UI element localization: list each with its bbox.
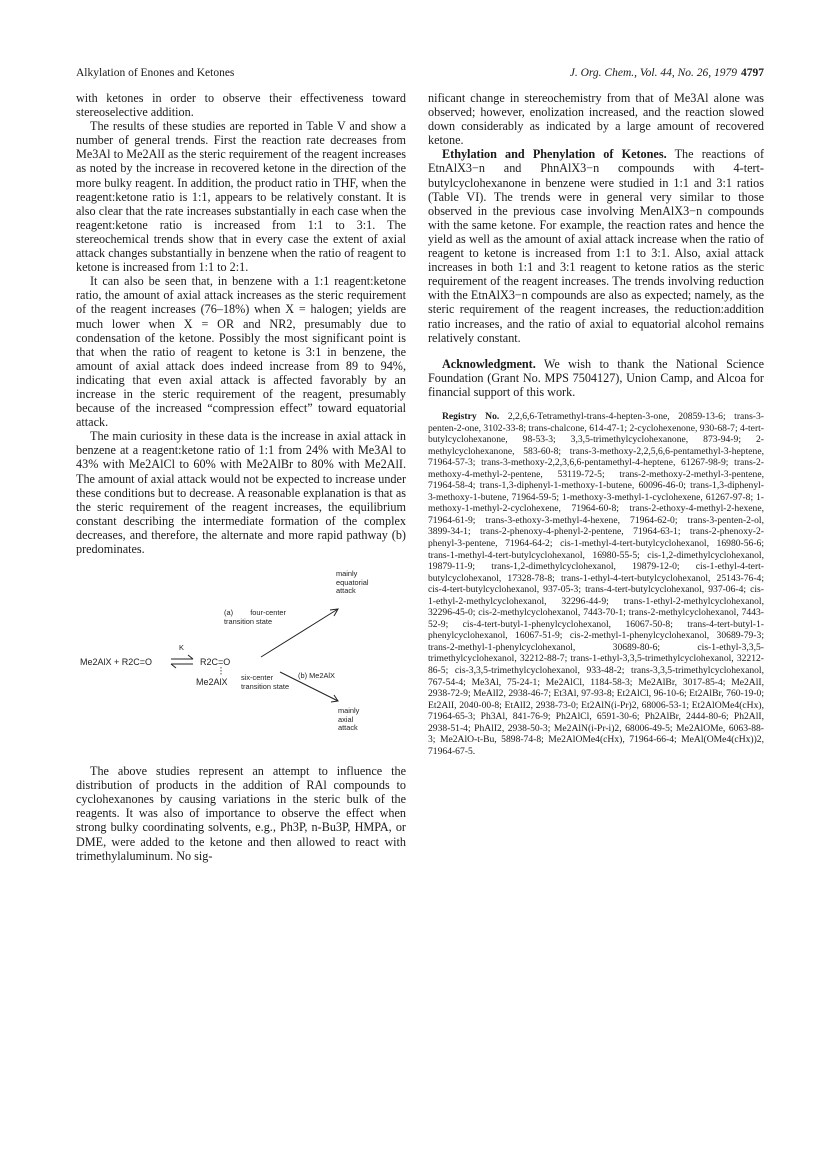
paragraph-2: The results of these studies are reported in Table V and show a number of general trends. First the reaction rate decreases from Me3Al to Me2AlI as the steric requirement of the reagent increases as noted by the increase in recovered ketone in the direction of the more bulky reagent. In addition, the product ratio in THF, when the reagent:ketone ratio is 1:1, appears to be relatively constant. It is also clear that the rate increases substantially in each case when the reagent:ketone ratio is increased from 1:1 to 3:1. The stereochemical trends show that in every case the extent of axial attack changes substantially in benzene when the ratio of reagent to ketone is increased from 1:1 to 2:1. bbox=[76, 119, 406, 275]
label-mainly-equatorial: mainly equatorial attack bbox=[336, 569, 369, 596]
acknowledgment-body: We wish to thank the National Science Foundation (Grant No. MPS 7504127), Union Camp, and Alcoa for financial support of this work. bbox=[428, 356, 764, 399]
paragraph-5: The above studies represent an attempt to influence the distribution of products in the addition of RAl compounds to cyclohexanones by causing variations in the steric bulk of the reagents. It was also of importance to observe the effect when strong bulky coordinating solvents, e.g., Ph3P, n-Bu3P, HMPA, or DME, were added to the ketone and then allowed to react with trimethylaluminum. No sig- bbox=[76, 764, 406, 863]
label-six-center: six-center transition state bbox=[241, 673, 290, 691]
label-k: K bbox=[179, 643, 184, 653]
journal-citation: J. Org. Chem., Vol. 44, No. 26, 1979 bbox=[569, 67, 737, 79]
reaction-scheme bbox=[76, 564, 406, 754]
label-complex-carbonyl: R2C=O bbox=[200, 657, 231, 668]
running-head-title: Alkylation of Enones and Ketones bbox=[76, 67, 235, 79]
paragraph-4: The main curiosity in these data is the increase in axial attack in benzene at a reagent:ketone ratio of 1:1 from 24% with Me3Al to 43% with Me2AlCl to 60% with Me2AlBr to 80% with Me2AlI. The amount of axial attack would not be expected to increase under these conditions but to decrease. A reasonable explanation is that as the steric requirement of the reagent increases, the equilibrium constant describing the intermediate formation of the complex decreases, and therefore, the alternate and more rapid pathway (b) predominates. bbox=[76, 429, 406, 556]
running-head-citation bbox=[570, 67, 764, 79]
paragraph-1: with ketones in order to observe their effectiveness toward stereoselective addition. bbox=[76, 91, 406, 120]
running-head bbox=[76, 67, 764, 83]
right-column bbox=[428, 91, 764, 757]
paragraph-6: nificant change in stereochemistry from that of Me3Al alone was observed; however, enolization increased, and the reaction slowed down considerably as indicated by a large amount of recovered ketone. bbox=[428, 91, 764, 148]
acknowledgment bbox=[428, 357, 764, 399]
left-column bbox=[76, 91, 406, 863]
page-number: 4797 bbox=[741, 67, 764, 79]
label-reactants: Me2AlX + R2C=O bbox=[80, 657, 153, 668]
acknowledgment-heading: Acknowledgment. bbox=[442, 356, 536, 371]
label-four-center: (a) four-center transition state bbox=[224, 608, 286, 626]
registry-numbers bbox=[428, 411, 764, 757]
registry-heading: Registry No. bbox=[442, 410, 500, 422]
section-heading-ethylation: Ethylation and Phenylation of Ketones. bbox=[442, 147, 667, 162]
label-complex-alx: Me2AlX bbox=[196, 677, 228, 688]
paragraph-7-body: The reactions of EtnAlX3−n and PhnAlX3−n compounds with 4-tert-butylcyclohexanone in benzene were studied in 1:1 and 3:1 ratios (Table VI). The trends were in general very similar to those observed in the previous case involving MenAlX3−n compounds with the same ketone. For example, the reaction rates and hence the yield as well as the amount of axial attack increase when the ratio of reagent to ketone is increased from 1:1 to 3:1. Also, axial attack increases in both 1:1 and 3:1 reagent to ketone ratios as the steric requirement of the reagent increases. The trends involving reduction with the EtnAlX3−n compounds are also as expected; namely, as the steric requirement of the reagent increases, the reduction:addition ratio increases, and the ratio of axial to equatorial alcohol remains relatively constant. bbox=[428, 147, 765, 345]
registry-body: 2,2,6,6-Tetramethyl-trans-4-hepten-3-one, 20859-13-6; trans-3-penten-2-one, 3102-33-8; trans-chalcone, 614-47-1; 2-cyclohexenone, 930-68-7; 4-tert-butylcyclohexanone, 98-53-3; 3,3,5-trimethylcyclohexanone, 873-94-9; 2-methylcyclohexanone, 583-60-8; trans-3-methoxy-2,2,5,6,6-pentamethyl-3-heptene, 71964-57-3; trans-3-methoxy-2,2,3,6,6-pentamethyl-4-heptene, 61267-98-9; trans-2-methoxy-4-methyl-2-pentene, 53119-72-5; trans-2-methoxy-2-methyl-3-pentene, 71964-58-4; trans-1,3-diphenyl-1-methoxy-1-butene, 60096-46-0; trans-1,3-diphenyl-3-methoxy-1-butene, 71964-59-5; 1-methoxy-3-methyl-1-cyclohexene, 61267-97-8; 1-methoxy-1-methyl-2-cyclohexene, 71964-60-8; trans-2-ethoxy-4-methyl-2-hexene, 71964-61-9; trans-3-ethoxy-3-methyl-4-hexene, 71964-62-0; trans-3-penten-2-ol, 3899-34-1; trans-2-phenoxy-4-phenyl-2-pentene, 71964-63-1; trans-2-phenoxy-2-phenyl-3-pentene, 71964-64-2; cis-1-methyl-4-tert-butylcyclohexanol, 16980-56-6; trans-1-methyl-4-tert-butylcyclohexanol, 16980-55-5; cis-1,2-dimethylcyclohexanol, 19879-11-9; trans-1,2-dimethylcyclohexanol, 19879-12-0; cis-1-ethyl-4-tert-butylcyclohexanol, 17328-78-8; trans-1-ethyl-4-tert-butylcyclohexanol, 25143-76-4; cis-4-tert-butylcyclohexanol, 937-05-3; trans-4-tert-butylcyclohexanol, 937-06-4; cis-1-ethyl-2-methylcyclohexanol, 32296-44-9; trans-1-ethyl-2-methylcyclohexanol, 32296-45-0; cis-2-methylcyclohexanol, 7443-70-1; trans-2-methylcyclohexanol, 7443-52-9; cis-4-tert-butyl-1-phenylcyclohexanol, 16067-50-8; trans-4-tert-butyl-1-phenylcyclohexanol, 16067-51-9; cis-2-methyl-1-phenylcyclohexanol, 30689-79-3; trans-2-methyl-1-phenylcyclohexanol, 30689-80-6; cis-1-ethyl-3,3,5-trimethylcyclohexanol, 32212-88-7; trans-1-ethyl-3,3,5-trimethylcyclohexanol, 32212-86-5; cis-3,3,5-trimethylcyclohexanol, 933-48-2; trans-3,3,5-trimethylcyclohexanol, 767-54-4; Me3Al, 75-24-1; Me2AlCl, 1184-58-3; Me2AlBr, 3017-85-4; Me2AlI, 2938-72-9; MeAlI2, 2938-46-7; Et3Al, 97-93-8; Et2AlCl, 96-10-6; Et2AlBr, 760-19-0; Et2AlI, 2040-00-8; EtAlI2, 2938-73-0; Et2AlN(i-Pr)2, 68006-53-1; Et2AlOMe4(cHx), 71964-65-3; Ph3Al, 841-76-9; Ph2AlCl, 6591-30-6; Ph2AlBr, 2444-80-6; Ph2AlI, 2938-51-4; PhAlI2, 2938-50-3; Me2AlN(i-Pr-i)2, 68006-49-5; Me2AlOMe, 6063-88-3; Me2AlO-t-Bu, 5898-74-8; Me2AlOMe4(cHx), 71964-66-4; MeAl(OMe4(cHx))2, 71964-67-5. bbox=[428, 410, 764, 757]
label-b-reagent: (b) Me2AlX bbox=[298, 671, 335, 681]
paragraph-7 bbox=[428, 147, 764, 344]
label-mainly-axial: mainly axial attack bbox=[338, 706, 360, 733]
paragraph-3: It can also be seen that, in benzene with a 1:1 reagent:ketone ratio, the amount of axial attack increases as the steric requirement of the reagent increases (76–18%) when X = halogen; yields are much lower when X = OR and NR2, presumably due to condensation of the ketone. Possibly the most significant point is that when the ratio of reagent to ketone is 3:1 in benzene, the amount of axial attack does indeed increase from 89 to 94%, indicating that even axial attack is affected favorably by an increase in the steric requirement of the reagent, presumably because of the increased “compression effect” toward equatorial attack. bbox=[76, 274, 406, 430]
